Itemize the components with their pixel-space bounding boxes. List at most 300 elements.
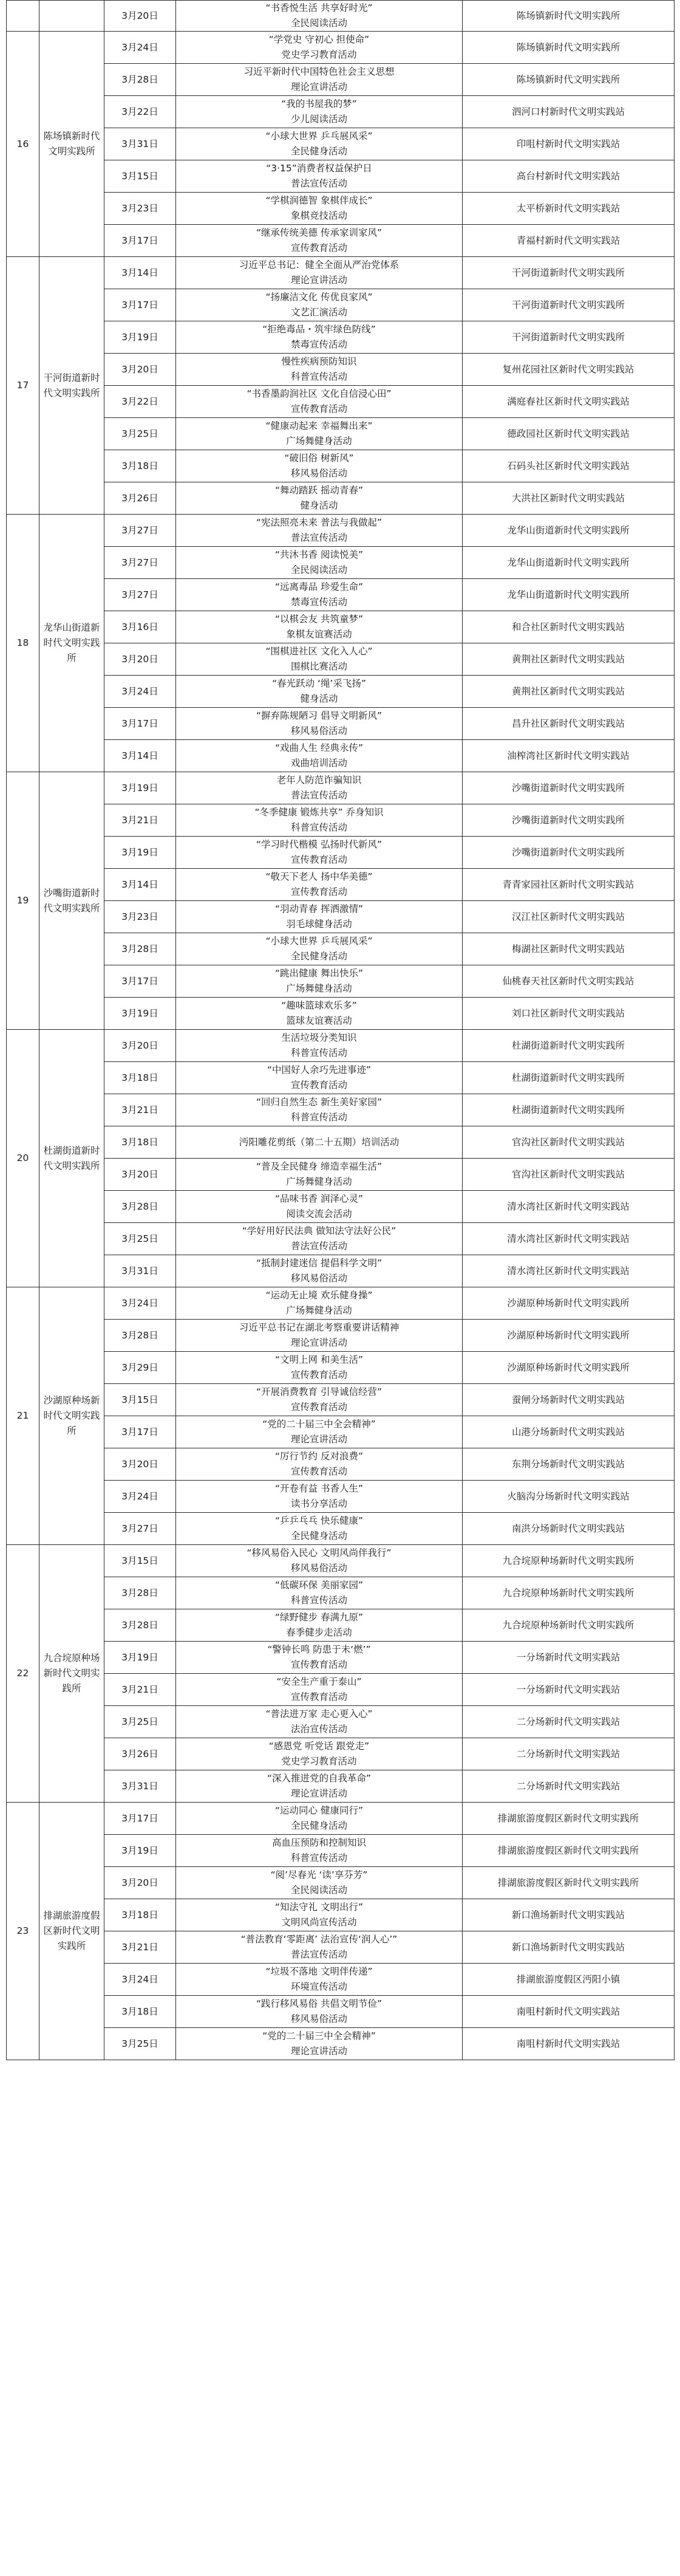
activity-title: “宪法照亮未来 普法与我做起”: [256, 517, 382, 528]
activity-title: 沔阳雕花剪纸（第二十五期）培训活动: [239, 1136, 399, 1148]
activity-title: “党的二十届三中全会精神”: [262, 2030, 376, 2041]
activity-type: 象棋友谊赛活动: [286, 629, 352, 640]
activity-type: 全民阅读活动: [290, 1885, 347, 1896]
activity-title: “厉行节约 反对浪费”: [275, 1451, 363, 1462]
date-cell: 3月28日: [104, 933, 176, 965]
date-cell: 3月16日: [104, 611, 176, 643]
date-cell: 3月31日: [104, 1255, 176, 1287]
venue-cell: 龙华山街道新时代文明实践所: [463, 579, 675, 611]
activity-cell: [176, 289, 463, 321]
activity-cell: [176, 1545, 463, 1577]
activity-cell: [176, 1030, 463, 1062]
table-row: [7, 1964, 675, 1996]
venue-cell: 青福村新时代文明实践站: [463, 225, 675, 257]
activity-type: 宣传教育活动: [290, 1466, 347, 1477]
table-row: [7, 708, 675, 740]
activity-cell: [176, 1642, 463, 1674]
activity-title: “开展消费教育 引导诚信经营”: [256, 1386, 382, 1397]
activity-type: 科普宣传活动: [290, 1047, 347, 1058]
table-row: [7, 450, 675, 482]
table-row: [7, 321, 675, 354]
activity-cell: [176, 2028, 463, 2060]
venue-cell: 九合垸原种场新时代文明实践所: [463, 1545, 675, 1577]
date-cell: 3月15日: [104, 1384, 176, 1416]
venue-cell: 干河街道新时代文明实践所: [463, 289, 675, 321]
activity-cell: [176, 611, 463, 643]
venue-cell: 排湖旅游度假区沔阳小镇: [463, 1964, 675, 1996]
organizer-cell: 龙华山街道新时代文明实践所: [39, 515, 104, 772]
activity-title: “3·15”消费者权益保护日: [266, 163, 372, 174]
date-cell: 3月18日: [104, 450, 176, 482]
activity-type: 广场舞健身活动: [286, 983, 352, 994]
activity-type: 理论宣讲活动: [290, 275, 347, 286]
activity-type: 宣传教育活动: [290, 886, 347, 897]
activity-title: “开卷有益 书香人生”: [275, 1483, 363, 1494]
activity-title: “深入推进党的自我革命”: [267, 1773, 372, 1784]
activity-cell: [176, 1803, 463, 1835]
venue-cell: 新口渔场新时代文明实践站: [463, 1931, 675, 1964]
activity-cell: [176, 225, 463, 257]
table-row: [7, 1062, 675, 1094]
activity-title: “戏曲人生 经典永传”: [275, 742, 363, 753]
activity-title: “安全生产重于泰山”: [276, 1676, 362, 1687]
activity-type: 移风易俗活动: [290, 725, 347, 736]
activity-title: 慢性疾病预防知识: [281, 356, 357, 367]
date-cell: 3月24日: [104, 676, 176, 708]
activity-title: “运动同心 健康同行”: [275, 1805, 363, 1816]
activity-title: “围棋进社区 文化入人心”: [265, 646, 373, 657]
activity-type: 宣传教育活动: [290, 1691, 347, 1702]
table-row: [7, 1577, 675, 1609]
table-row: [7, 1223, 675, 1255]
table-row: [7, 1931, 675, 1964]
activity-type: 宣传教育活动: [290, 854, 347, 865]
activity-type: 移风易俗活动: [290, 468, 347, 479]
venue-cell: 东荆分场新时代文明实践站: [463, 1448, 675, 1481]
date-cell: 3月28日: [104, 64, 176, 96]
activity-type: 党史学习教育活动: [281, 49, 357, 60]
date-cell: 3月21日: [104, 804, 176, 837]
date-cell: 3月24日: [104, 1481, 176, 1513]
table-row: [7, 579, 675, 611]
organizer-cell: [39, 1, 104, 32]
activity-schedule-table: [6, 0, 675, 2060]
date-cell: 3月27日: [104, 547, 176, 579]
activity-cell: [176, 1255, 463, 1287]
venue-cell: 油榨湾社区新时代文明实践站: [463, 740, 675, 772]
table-row: [7, 64, 675, 96]
activity-cell: [176, 1320, 463, 1352]
activity-cell: [176, 1931, 463, 1964]
venue-cell: 沙嘴街道新时代文明实践所: [463, 804, 675, 837]
activity-title: “小球大世界 乒乓展风采”: [265, 936, 373, 947]
activity-cell: [176, 869, 463, 901]
venue-cell: 二分场新时代文明实践站: [463, 1770, 675, 1803]
activity-type: 羽毛球健身活动: [286, 919, 352, 930]
date-cell: 3月24日: [104, 32, 176, 64]
venue-cell: 沙嘴街道新时代文明实践所: [463, 772, 675, 804]
table-row: [7, 1352, 675, 1384]
date-cell: 3月25日: [104, 418, 176, 450]
activity-title: 习近平总书记：健全全面从严治党体系: [239, 259, 399, 270]
activity-type: 移风易俗活动: [290, 1563, 347, 1574]
date-cell: 3月21日: [104, 1674, 176, 1706]
table-row: [7, 547, 675, 579]
table-row: [7, 193, 675, 225]
date-cell: 3月28日: [104, 1577, 176, 1609]
activity-type: 禁毒宣传活动: [290, 597, 347, 608]
date-cell: 3月19日: [104, 1835, 176, 1867]
activity-cell: [176, 450, 463, 482]
activity-title: “警钟长鸣 防患于未‘燃’”: [267, 1644, 371, 1655]
table-row: [7, 128, 675, 160]
activity-cell: [176, 1674, 463, 1706]
group-number-cell: 16: [7, 32, 39, 257]
activity-title: “普法进万家 走心更入心”: [265, 1708, 373, 1719]
activity-cell: [176, 933, 463, 965]
date-cell: 3月29日: [104, 1352, 176, 1384]
activity-title: “舞动踏跃 摇动青春”: [275, 485, 363, 496]
table-row: [7, 354, 675, 386]
activity-title: “破旧俗 树新风”: [284, 453, 354, 464]
activity-title: “阅’尽春光 ‘读’享芬芳”: [270, 1869, 368, 1880]
activity-cell: [176, 482, 463, 515]
activity-title: “趣味篮球欢乐多”: [281, 1000, 357, 1011]
table-row: [7, 933, 675, 965]
activity-title: “健康动起来 幸福舞出来”: [265, 420, 373, 431]
activity-title: “乒乒乓乓 快乐健康”: [275, 1515, 363, 1526]
table-row: [7, 1287, 675, 1320]
activity-title: “羽动青春 挥洒激情”: [275, 903, 363, 914]
activity-type: 普法宣传活动: [290, 1949, 347, 1960]
activity-type: 理论宣讲活动: [290, 1788, 347, 1799]
table-row: [7, 515, 675, 547]
table-row: [7, 772, 675, 804]
date-cell: 3月18日: [104, 1062, 176, 1094]
activity-title: “冬季健康 锻炼共享” 乔身知识: [254, 807, 384, 818]
venue-cell: 二分场新时代文明实践站: [463, 1738, 675, 1770]
activity-title: “低碳环保 美丽家园”: [275, 1580, 363, 1591]
activity-cell: [176, 643, 463, 676]
activity-title: “我的书屋我的梦”: [281, 98, 357, 109]
table-row: [7, 1159, 675, 1191]
activity-title: “中国好人余巧先进事迹”: [267, 1064, 372, 1075]
organizer-cell: 九合垸原种场新时代文明实践所: [39, 1545, 104, 1803]
activity-type: 理论宣讲活动: [290, 2046, 347, 2057]
group-number-cell: 17: [7, 257, 39, 515]
date-cell: 3月19日: [104, 998, 176, 1030]
venue-cell: 沙湖原种场新时代文明实践所: [463, 1320, 675, 1352]
table-row: [7, 1545, 675, 1577]
date-cell: 3月27日: [104, 579, 176, 611]
table-row: [7, 965, 675, 998]
activity-title: “小球大世界 乒乓展风采”: [265, 131, 373, 142]
activity-cell: [176, 1481, 463, 1513]
date-cell: 3月18日: [104, 1996, 176, 2028]
activity-cell: [176, 1287, 463, 1320]
group-number-cell: 18: [7, 515, 39, 772]
activity-cell: [176, 676, 463, 708]
activity-cell: [176, 64, 463, 96]
venue-cell: 陈场镇新时代文明实践所: [463, 64, 675, 96]
table-row: [7, 1996, 675, 2028]
activity-type: 科普宣传活动: [290, 1852, 347, 1863]
activity-type: 移风易俗活动: [290, 2013, 347, 2024]
activity-cell: [176, 1996, 463, 2028]
activity-cell: [176, 418, 463, 450]
table-row: [7, 1030, 675, 1062]
group-number-cell: 20: [7, 1030, 39, 1287]
table-row: [7, 1867, 675, 1899]
date-cell: 3月27日: [104, 515, 176, 547]
group-number-cell: 23: [7, 1803, 39, 2060]
activity-cell: [176, 1384, 463, 1416]
activity-type: 象棋竞技活动: [290, 210, 347, 221]
table-row: [7, 1706, 675, 1738]
activity-type: 全民阅读活动: [290, 18, 347, 29]
venue-cell: 梅湖社区新时代文明实践站: [463, 933, 675, 965]
venue-cell: 九合垸原种场新时代文明实践所: [463, 1577, 675, 1609]
group-number-cell: [7, 1, 39, 32]
venue-cell: 大洪社区新时代文明实践站: [463, 482, 675, 515]
activity-title: 生活垃圾分类知识: [281, 1032, 357, 1043]
activity-title: “扬廉洁文化 传优良家风”: [265, 292, 373, 303]
activity-title: “抵制封建迷信 提倡科学文明”: [256, 1258, 382, 1269]
activity-type: 广场舞健身活动: [286, 1176, 352, 1187]
venue-cell: 龙华山街道新时代文明实践所: [463, 515, 675, 547]
date-cell: 3月28日: [104, 1320, 176, 1352]
activity-title: “感恩党 听党话 跟党走”: [268, 1741, 370, 1752]
venue-cell: 蚕闸分场新时代文明实践站: [463, 1384, 675, 1416]
activity-title: 习近平新时代中国特色社会主义思想: [243, 66, 395, 77]
activity-title: “学党史 守初心 担使命”: [268, 34, 370, 45]
activity-type: 环境宣传活动: [290, 1981, 347, 1992]
venue-cell: 一分场新时代文明实践站: [463, 1642, 675, 1674]
date-cell: 3月20日: [104, 643, 176, 676]
activity-cell: [176, 257, 463, 289]
venue-cell: 太平桥新时代文明实践站: [463, 193, 675, 225]
activity-cell: [176, 1770, 463, 1803]
venue-cell: 黄荆社区新时代文明实践站: [463, 643, 675, 676]
organizer-cell: 沙湖原种场新时代文明实践所: [39, 1287, 104, 1545]
date-cell: 3月17日: [104, 1803, 176, 1835]
venue-cell: 干河街道新时代文明实践所: [463, 321, 675, 354]
activity-cell: [176, 772, 463, 804]
activity-title: “文明上网 和美生活”: [275, 1354, 363, 1365]
venue-cell: 刘口社区新时代文明实践站: [463, 998, 675, 1030]
activity-type: 宣传教育活动: [290, 403, 347, 414]
activity-type: 科普宣传活动: [290, 371, 347, 382]
activity-type: 宣传教育活动: [290, 1080, 347, 1091]
activity-cell: [176, 354, 463, 386]
activity-cell: [176, 321, 463, 354]
activity-title: “运动无止境 欢乐健身操”: [265, 1290, 373, 1301]
activity-type: 禁毒宣传活动: [290, 339, 347, 350]
activity-type: 普法宣传活动: [290, 178, 347, 189]
activity-title: “品味书香 润泽心灵”: [275, 1193, 363, 1204]
venue-cell: 杜湖街道新时代文明实践所: [463, 1094, 675, 1126]
activity-title: “党的二十届三中全会精神”: [262, 1419, 376, 1430]
date-cell: 3月15日: [104, 160, 176, 193]
venue-cell: 杜湖街道新时代文明实践所: [463, 1062, 675, 1094]
activity-cell: [176, 128, 463, 160]
date-cell: 3月15日: [104, 1545, 176, 1577]
date-cell: 3月19日: [104, 321, 176, 354]
activity-title: “继承传统美德 传承家训家风”: [256, 227, 382, 238]
venue-cell: 德政园社区新时代文明实践站: [463, 418, 675, 450]
venue-cell: 龙华山街道新时代文明实践所: [463, 547, 675, 579]
table-row: [7, 869, 675, 901]
date-cell: 3月19日: [104, 1642, 176, 1674]
date-cell: 3月20日: [104, 1, 176, 32]
activity-title: “移风易俗入民心 文明风尚伴我行”: [246, 1547, 392, 1558]
activity-cell: [176, 1159, 463, 1191]
date-cell: 3月14日: [104, 869, 176, 901]
venue-cell: 排湖旅游度假区新时代文明实践所: [463, 1867, 675, 1899]
date-cell: 3月20日: [104, 354, 176, 386]
activity-cell: [176, 1062, 463, 1094]
activity-type: 普法宣传活动: [290, 1241, 347, 1252]
activity-type: 法治宣传活动: [290, 1724, 347, 1735]
organizer-cell: 干河街道新时代文明实践所: [39, 257, 104, 515]
venue-cell: 沙嘴街道新时代文明实践所: [463, 837, 675, 869]
activity-cell: [176, 1223, 463, 1255]
date-cell: 3月24日: [104, 1287, 176, 1320]
date-cell: 3月17日: [104, 225, 176, 257]
table-row: [7, 32, 675, 64]
activity-cell: [176, 386, 463, 418]
venue-cell: 二分场新时代文明实践站: [463, 1706, 675, 1738]
organizer-cell: 杜湖街道新时代文明实践所: [39, 1030, 104, 1287]
venue-cell: 和合社区新时代文明实践站: [463, 611, 675, 643]
activity-cell: [176, 547, 463, 579]
table-row: [7, 804, 675, 837]
activity-title: “书香悦生活 共享好时光”: [265, 2, 373, 13]
table-row: [7, 96, 675, 128]
activity-type: 宣传教育活动: [290, 1402, 347, 1413]
activity-cell: [176, 1513, 463, 1545]
activity-type: 全民健身活动: [290, 1820, 347, 1831]
table-row: [7, 1481, 675, 1513]
table-row: [7, 1384, 675, 1416]
activity-type: 普法宣传活动: [290, 790, 347, 801]
table-row: [7, 1609, 675, 1642]
venue-cell: 南咀村新时代文明实践站: [463, 2028, 675, 2060]
activity-cell: [176, 965, 463, 998]
organizer-cell: 排湖旅游度假区新时代文明实践所: [39, 1803, 104, 2060]
organizer-cell: 陈场镇新时代文明实践所: [39, 32, 104, 257]
activity-title: “学好用好民法典 做知法守法好公民”: [242, 1225, 396, 1236]
activity-title: “知法守礼 文明出行”: [275, 1902, 363, 1913]
date-cell: 3月21日: [104, 1094, 176, 1126]
group-number-cell: 21: [7, 1287, 39, 1545]
table-row: [7, 676, 675, 708]
table-row: [7, 1835, 675, 1867]
activity-type: 科普宣传活动: [290, 1595, 347, 1606]
venue-cell: 南咀村新时代文明实践站: [463, 1996, 675, 2028]
activity-type: 移风易俗活动: [290, 1273, 347, 1284]
date-cell: 3月20日: [104, 1448, 176, 1481]
date-cell: 3月20日: [104, 1159, 176, 1191]
activity-cell: [176, 837, 463, 869]
activity-title: “学棋润德智 象棋伴成长”: [265, 195, 373, 206]
activity-type: 少儿阅读活动: [290, 114, 347, 125]
venue-cell: 山港分场新时代文明实践站: [463, 1416, 675, 1448]
venue-cell: 印咀村新时代文明实践站: [463, 128, 675, 160]
activity-cell: [176, 998, 463, 1030]
activity-type: 戏曲培训活动: [290, 758, 347, 769]
date-cell: 3月28日: [104, 1609, 176, 1642]
activity-type: 党史学习教育活动: [281, 1756, 357, 1767]
activity-title: “普及全民健身 缔造幸福生活”: [256, 1161, 382, 1172]
date-cell: 3月31日: [104, 1770, 176, 1803]
activity-cell: [176, 708, 463, 740]
table-row: [7, 1803, 675, 1835]
date-cell: 3月18日: [104, 1126, 176, 1159]
venue-cell: 仙桃春天社区新时代文明实践站: [463, 965, 675, 998]
table-row: [7, 611, 675, 643]
date-cell: 3月19日: [104, 837, 176, 869]
table-row: [7, 225, 675, 257]
date-cell: 3月26日: [104, 1738, 176, 1770]
date-cell: 3月17日: [104, 289, 176, 321]
activity-title: “以棋会友 共筑童梦”: [275, 614, 363, 625]
activity-type: 读书分享活动: [290, 1498, 347, 1509]
activity-title: “回归自然生态 新生美好家园”: [256, 1097, 382, 1108]
activity-cell: [176, 1867, 463, 1899]
date-cell: 3月20日: [104, 1030, 176, 1062]
date-cell: 3月22日: [104, 96, 176, 128]
date-cell: 3月19日: [104, 772, 176, 804]
venue-cell: 清水湾社区新时代文明实践站: [463, 1223, 675, 1255]
table-row: [7, 2028, 675, 2060]
activity-type: 文明风尚宣传活动: [281, 1917, 357, 1928]
venue-cell: 官沟社区新时代文明实践站: [463, 1159, 675, 1191]
activity-title: “敬天下老人 扬中华美德”: [265, 871, 373, 882]
activity-type: 宣传教育活动: [290, 1369, 347, 1380]
activity-title: “共沐书香 阅读悦美”: [275, 549, 363, 560]
activity-cell: [176, 579, 463, 611]
table-row: [7, 1191, 675, 1223]
venue-cell: 满庭春社区新时代文明实践站: [463, 386, 675, 418]
date-cell: 3月21日: [104, 1931, 176, 1964]
activity-type: 健身活动: [300, 693, 338, 704]
table-row: [7, 1094, 675, 1126]
activity-title: “摒弃陈规陋习 倡导文明新风”: [256, 710, 382, 721]
activity-cell: [176, 1609, 463, 1642]
venue-cell: 火脑沟分场新时代文明实践站: [463, 1481, 675, 1513]
activity-cell: [176, 32, 463, 64]
date-cell: 3月14日: [104, 257, 176, 289]
venue-cell: 排湖旅游度假区新时代文明实践所: [463, 1803, 675, 1835]
activity-cell: [176, 1577, 463, 1609]
table-row: [7, 1126, 675, 1159]
venue-cell: 南洪分场新时代文明实践站: [463, 1513, 675, 1545]
activity-type: 文艺汇演活动: [290, 307, 347, 318]
activity-cell: [176, 1094, 463, 1126]
activity-cell: [176, 1899, 463, 1931]
venue-cell: 青青家园社区新时代文明实践站: [463, 869, 675, 901]
activity-type: 阅读交流会活动: [286, 1208, 352, 1219]
activity-cell: [176, 1416, 463, 1448]
activity-type: 科普宣传活动: [290, 1112, 347, 1123]
activity-cell: [176, 1, 463, 32]
table-row: [7, 257, 675, 289]
table-row: [7, 1513, 675, 1545]
activity-title: “春光跃动 ‘绳’采飞扬”: [272, 678, 366, 689]
activity-cell: [176, 160, 463, 193]
table-row: [7, 837, 675, 869]
